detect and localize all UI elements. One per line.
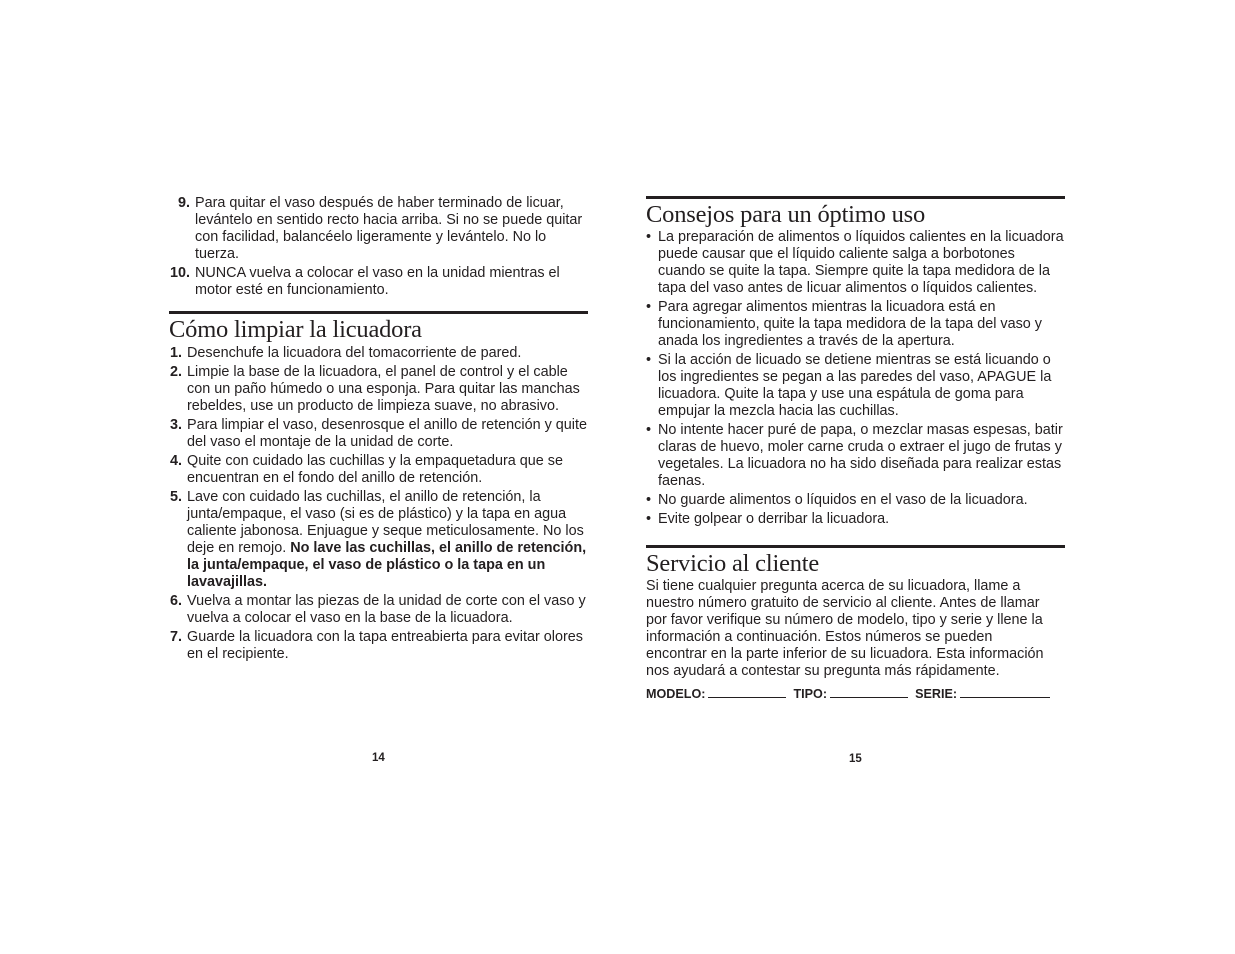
step-number: 9. — [177, 195, 190, 211]
step-item — [169, 593, 588, 627]
tip-item — [646, 422, 1065, 490]
step-number: 2. — [169, 364, 182, 380]
type-field[interactable] — [830, 687, 908, 698]
step-item — [169, 364, 588, 415]
step-text: Para quitar el vaso después de haber terminado de licuar, levántelo en sentido recto hacia arriba. Si no se puede quitar con facilidad, balancéelo ligeramente y levántelo. No lo tuerza. — [195, 195, 583, 262]
tip-text: No guarde alimentos o líquidos en el vaso de la licuadora. — [658, 492, 1028, 508]
step-item — [169, 417, 588, 451]
step-item — [169, 195, 588, 263]
step-text: Guarde la licuadora con la tapa entreabierta para evitar olores en el recipiente. — [187, 629, 583, 662]
tips-list — [646, 229, 1065, 528]
model-field[interactable] — [708, 687, 786, 698]
product-info-form — [646, 686, 1065, 703]
continued-steps-list — [169, 195, 588, 301]
tip-text: Evite golpear o derribar la licuadora. — [658, 511, 890, 527]
step-number: 5. — [169, 489, 182, 505]
cleaning-steps-list — [169, 345, 588, 663]
serial-label: SERIE: — [915, 687, 958, 701]
step-number: 7. — [169, 629, 182, 645]
tip-text: No intente hacer puré de papa, o mezclar masas espesas, batir claras de huevo, moler carne cruda o extraer el jugo de frutas y vegetales. La licuadora no ha sido diseñada para realizar estas faenas. — [658, 422, 1063, 489]
step-item — [169, 489, 588, 591]
step-number: 10. — [169, 265, 190, 281]
step-text: Quite con cuidado las cuchillas y la empaquetadura que se encuentran en el fondo del anillo de retención. — [187, 453, 563, 486]
tip-item — [646, 299, 1065, 350]
step-text: Lave con cuidado las cuchillas, el anillo de retención, la junta/empaque, el vaso (si es de plástico) y la tapa en agua caliente jabonosa. Enjuague y seque meticulosamente. No los deje en remojo. — [187, 489, 584, 556]
bullet-dot: • — [646, 511, 652, 527]
bullet-dot: • — [646, 492, 652, 508]
tip-item — [646, 229, 1065, 297]
step-text: Para limpiar el vaso, desenrosque el anillo de retención y quite del vaso el montaje de la unidad de corte. — [187, 417, 587, 450]
tip-text: Para agregar alimentos mientras la licuadora está en funcionamiento, quite la tapa medidora de la tapa del vaso y anada los ingredientes a través de la apertura. — [658, 299, 1043, 349]
tip-item — [646, 492, 1065, 509]
step-item — [169, 629, 588, 663]
cleaning-heading: Cómo limpiar la licuadora — [169, 311, 588, 343]
page-number-left: 14 — [372, 752, 385, 764]
bullet-dot: • — [646, 422, 652, 438]
step-number: 6. — [169, 593, 182, 609]
tip-item — [646, 511, 1065, 528]
page-number-right: 15 — [849, 753, 862, 765]
step-text: Limpie la base de la licuadora, el panel de control y el cable con un paño húmedo o una esponja. Para quitar las manchas rebeldes, use un producto de limpieza suave, no abrasivo. — [187, 364, 580, 414]
bullet-dot: • — [646, 299, 652, 315]
dishwasher-warning: No lave las cuchillas, el anillo de retención, la junta/empaque, el vaso de plástico o la tapa en un lavavajillas. — [187, 540, 587, 590]
bullet-dot: • — [646, 229, 652, 245]
tips-section — [646, 196, 1065, 530]
step-item — [169, 453, 588, 487]
serial-field[interactable] — [960, 687, 1050, 698]
step-text-with-warning — [187, 489, 588, 591]
tips-heading: Consejos para un óptimo uso — [646, 196, 1065, 228]
bullet-dot: • — [646, 352, 652, 368]
step-number: 3. — [169, 417, 182, 433]
service-section — [646, 545, 1065, 703]
tip-text: La preparación de alimentos o líquidos calientes en la licuadora puede causar que el líquido caliente salga a borbotones cuando se quite la tapa. Siempre quite la tapa medidora de la tapa del vaso antes de licuar alimentos o líquidos calientes. — [658, 229, 1064, 296]
step-item — [169, 265, 588, 299]
step-number: 4. — [169, 453, 182, 469]
step-text: Vuelva a montar las piezas de la unidad de corte con el vaso y vuelva a colocar el vaso en la base de la licuadora. — [187, 593, 586, 626]
tip-item — [646, 352, 1065, 420]
step-text: NUNCA vuelva a colocar el vaso en la unidad mientras el motor esté en funcionamiento. — [195, 265, 560, 298]
step-number: 1. — [169, 345, 182, 361]
cleaning-section — [169, 311, 588, 665]
tip-text: Si la acción de licuado se detiene mientras se está licuando o los ingredientes se pegan a las paredes del vaso, APAGUE la licuadora. Quite la tapa y use una espátula de goma para empujar la mezcla hacia las cuchillas. — [658, 352, 1052, 419]
step-text: Desenchufe la licuadora del tomacorriente de pared. — [187, 345, 522, 361]
type-label: TIPO: — [793, 687, 828, 701]
model-label: MODELO: — [646, 687, 706, 701]
service-paragraph: Si tiene cualquier pregunta acerca de su licuadora, llame a nuestro número gratuito de servicio al cliente. Antes de llamar por favor verifique su número de modelo, tipo y serie y llene la información a continuación. Estos números se pueden encontrar en la parte inferior de su licuadora. Esta información nos ayudará a contestar su pregunta más rápidamente. — [646, 578, 1044, 679]
service-heading: Servicio al cliente — [646, 545, 1065, 577]
step-item — [169, 345, 588, 362]
